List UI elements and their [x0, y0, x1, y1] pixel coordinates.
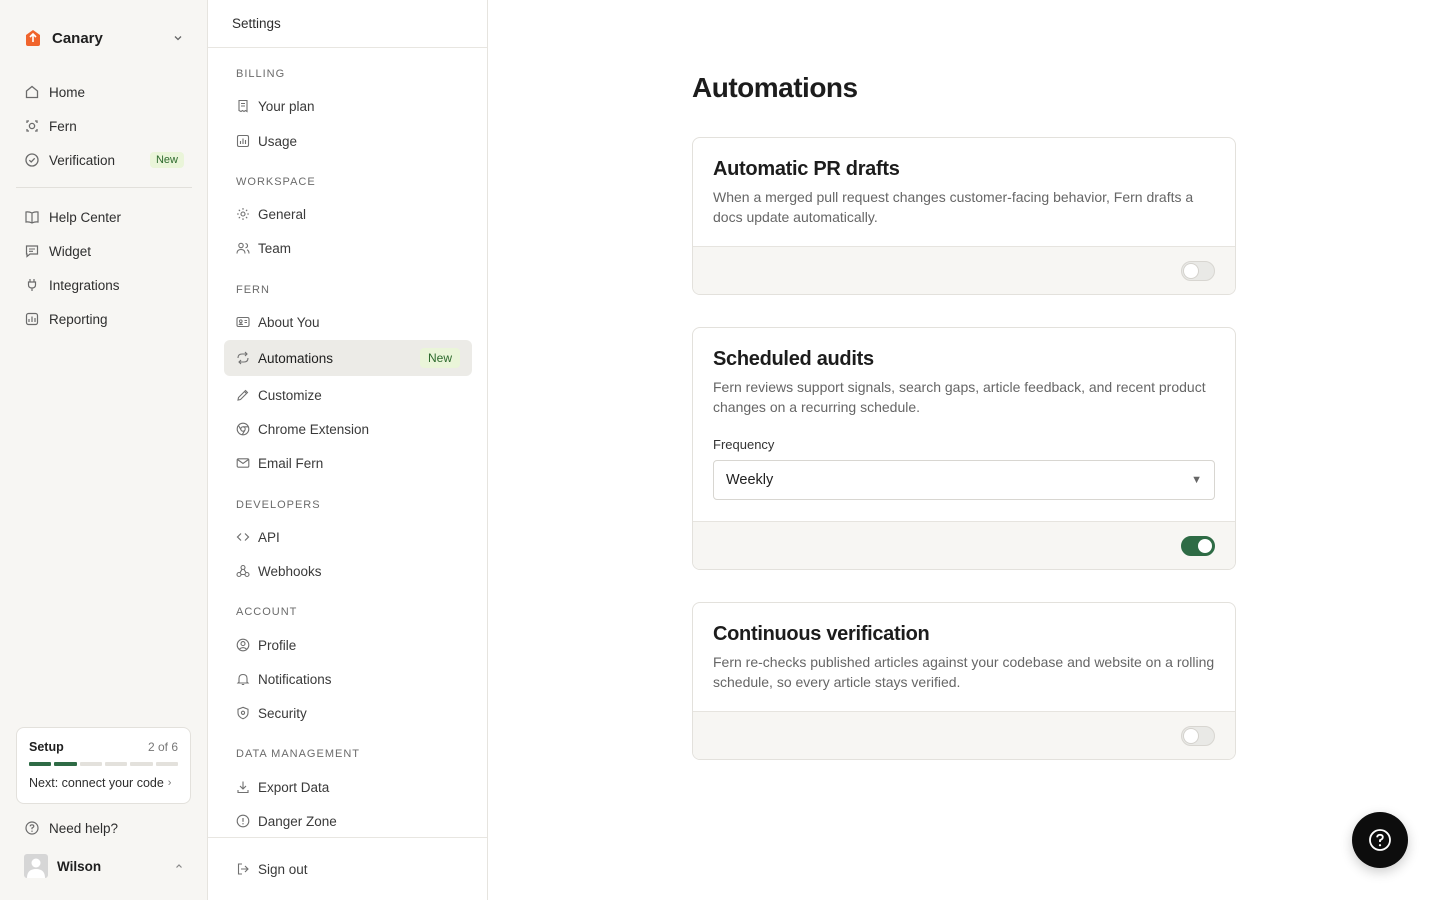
reporting-icon [24, 311, 40, 327]
nav-item-integrations[interactable] [16, 270, 192, 300]
settings-item-label: Team [258, 240, 292, 256]
pr-drafts-toggle[interactable] [1181, 261, 1215, 281]
setup-progress-bar [29, 762, 178, 766]
card-title: Continuous verification [713, 623, 930, 645]
settings-item-webhooks[interactable] [224, 553, 472, 589]
nav-item-label: Help Center [49, 209, 122, 225]
help-chat-button[interactable] [1352, 812, 1408, 868]
receipt-icon [236, 99, 250, 113]
settings-header: Settings [208, 0, 487, 48]
setup-next-link[interactable] [29, 776, 178, 790]
settings-item-team[interactable] [224, 230, 472, 266]
id-card-icon [236, 315, 250, 329]
users-icon [236, 241, 250, 255]
section-label-data-management: DATA MANAGEMENT [236, 748, 360, 760]
workspace-switcher[interactable] [16, 20, 192, 56]
user-circle-icon [236, 638, 250, 652]
refresh-icon [236, 351, 250, 365]
user-menu[interactable] [16, 852, 192, 880]
settings-item-notifications[interactable] [224, 661, 472, 697]
card-footer [693, 246, 1235, 294]
settings-item-customize[interactable] [224, 377, 472, 413]
chat-icon [24, 243, 40, 259]
settings-footer-divider [208, 837, 487, 838]
card-description: Fern reviews support signals, search gaps, article feedback, and recent product changes on a recurring schedule. [713, 379, 1206, 415]
settings-item-about-you[interactable] [224, 304, 472, 340]
verified-icon [24, 152, 40, 168]
need-help-link[interactable] [16, 813, 192, 843]
card-footer [693, 711, 1235, 759]
settings-item-usage[interactable] [224, 123, 472, 159]
toggle-knob [1184, 264, 1198, 278]
settings-item-automations[interactable] [224, 340, 472, 376]
caret-down-icon: ▼ [1191, 474, 1202, 486]
nav-item-label: Reporting [49, 311, 108, 327]
setup-progress-segment [29, 762, 51, 766]
sign-out-label: Sign out [258, 861, 308, 877]
frequency-label: Frequency [713, 437, 775, 452]
code-icon [236, 530, 250, 544]
mail-icon [236, 456, 250, 470]
settings-item-label: Customize [258, 387, 322, 403]
card-title: Scheduled audits [713, 348, 874, 370]
fern-icon [24, 118, 40, 134]
nav-item-help-center[interactable] [16, 202, 192, 232]
gear-icon [236, 207, 250, 221]
frequency-select[interactable] [713, 460, 1215, 500]
canary-logo-icon [24, 29, 42, 47]
setup-progress-segment [130, 762, 152, 766]
scheduled-audits-toggle[interactable] [1181, 536, 1215, 556]
frequency-value: Weekly [726, 472, 774, 488]
plug-icon [24, 277, 40, 293]
settings-item-api[interactable] [224, 519, 472, 555]
bell-icon [236, 672, 250, 686]
settings-item-label: About You [258, 314, 320, 330]
nav-divider [16, 187, 192, 188]
settings-item-label: Webhooks [258, 563, 322, 579]
bar-chart-icon [236, 134, 250, 148]
settings-item-label: Security [258, 705, 307, 721]
settings-item-label: Danger Zone [258, 813, 337, 829]
settings-item-email-fern[interactable] [224, 445, 472, 481]
nav-item-label: Integrations [49, 277, 120, 293]
settings-item-label: API [258, 529, 280, 545]
download-icon [236, 780, 250, 794]
avatar [24, 854, 48, 878]
main-content [488, 0, 1440, 900]
nav-item-fern[interactable] [16, 111, 192, 141]
sign-out-button[interactable] [224, 851, 472, 887]
new-badge: New [150, 152, 184, 168]
automation-card-pr-drafts [692, 137, 1236, 295]
shield-icon [236, 706, 250, 720]
settings-item-label: Notifications [258, 671, 332, 687]
settings-item-label: Usage [258, 133, 298, 149]
card-description: Fern re-checks published articles against your codebase and website on a rolling schedule, so every article stays verified. [713, 654, 1215, 690]
settings-item-label: Profile [258, 637, 297, 653]
settings-item-profile[interactable] [224, 627, 472, 663]
need-help-label: Need help? [49, 820, 119, 836]
setup-card[interactable] [16, 727, 191, 804]
section-label-billing: BILLING [236, 68, 286, 80]
app-sidebar [0, 0, 208, 900]
settings-item-security[interactable] [224, 695, 472, 731]
settings-item-label: Your plan [258, 98, 315, 114]
setup-progress-segment [156, 762, 178, 766]
page-title: Automations [692, 72, 858, 103]
help-circle-icon [24, 820, 40, 836]
nav-item-widget[interactable] [16, 236, 192, 266]
settings-item-label: Export Data [258, 779, 330, 795]
help-circle-icon [1368, 828, 1392, 852]
section-label-fern: FERN [236, 284, 270, 296]
card-title: Automatic PR drafts [713, 158, 900, 180]
user-name: Wilson [57, 858, 102, 874]
home-icon [24, 84, 40, 100]
setup-progress-segment [105, 762, 127, 766]
workspace-name: Canary [52, 29, 103, 47]
setup-progress-segment [80, 762, 102, 766]
nav-item-reporting[interactable] [16, 304, 192, 334]
setup-next-label: Next: connect your code [29, 776, 164, 790]
settings-item-label: Email Fern [258, 455, 324, 471]
nav-item-label: Verification [49, 152, 116, 168]
card-description: When a merged pull request changes customer-facing behavior, Fern drafts a docs update automatically. [713, 189, 1194, 225]
chevron-up-icon [174, 861, 184, 871]
alert-circle-icon [236, 814, 250, 828]
nav-item-label: Widget [49, 243, 92, 259]
automation-card-continuous-verification [692, 602, 1236, 760]
settings-item-label: Automations [258, 350, 334, 366]
nav-item-verification[interactable] [16, 145, 192, 175]
webhook-icon [236, 564, 250, 578]
book-icon [24, 209, 40, 225]
sign-out-icon [236, 862, 250, 876]
new-badge: New [420, 348, 460, 368]
setup-count: 2 of 6 [147, 740, 178, 754]
pencil-icon [236, 388, 250, 402]
toggle-knob [1184, 729, 1198, 743]
settings-item-your-plan[interactable] [224, 88, 472, 124]
settings-item-danger-zone[interactable] [224, 803, 472, 839]
settings-item-chrome-extension[interactable] [224, 411, 472, 447]
card-footer [693, 521, 1235, 569]
nav-item-label: Home [49, 84, 86, 100]
settings-item-label: General [258, 206, 307, 222]
settings-sidebar [208, 0, 488, 900]
setup-title: Setup [29, 740, 64, 754]
section-label-workspace: WORKSPACE [236, 176, 316, 188]
continuous-verification-toggle[interactable] [1181, 726, 1215, 746]
settings-item-label: Chrome Extension [258, 421, 370, 437]
settings-item-export-data[interactable] [224, 769, 472, 805]
section-label-developers: DEVELOPERS [236, 499, 321, 511]
settings-item-general[interactable] [224, 196, 472, 232]
chevron-down-icon [172, 32, 184, 44]
setup-progress-segment [54, 762, 76, 766]
toggle-knob [1198, 539, 1212, 553]
nav-item-label: Fern [49, 118, 77, 134]
section-label-account: ACCOUNT [236, 606, 298, 618]
automation-card-scheduled-audits [692, 327, 1236, 570]
nav-item-home[interactable] [16, 77, 192, 107]
chrome-icon [236, 422, 250, 436]
chevron-right-icon: › [167, 777, 172, 789]
